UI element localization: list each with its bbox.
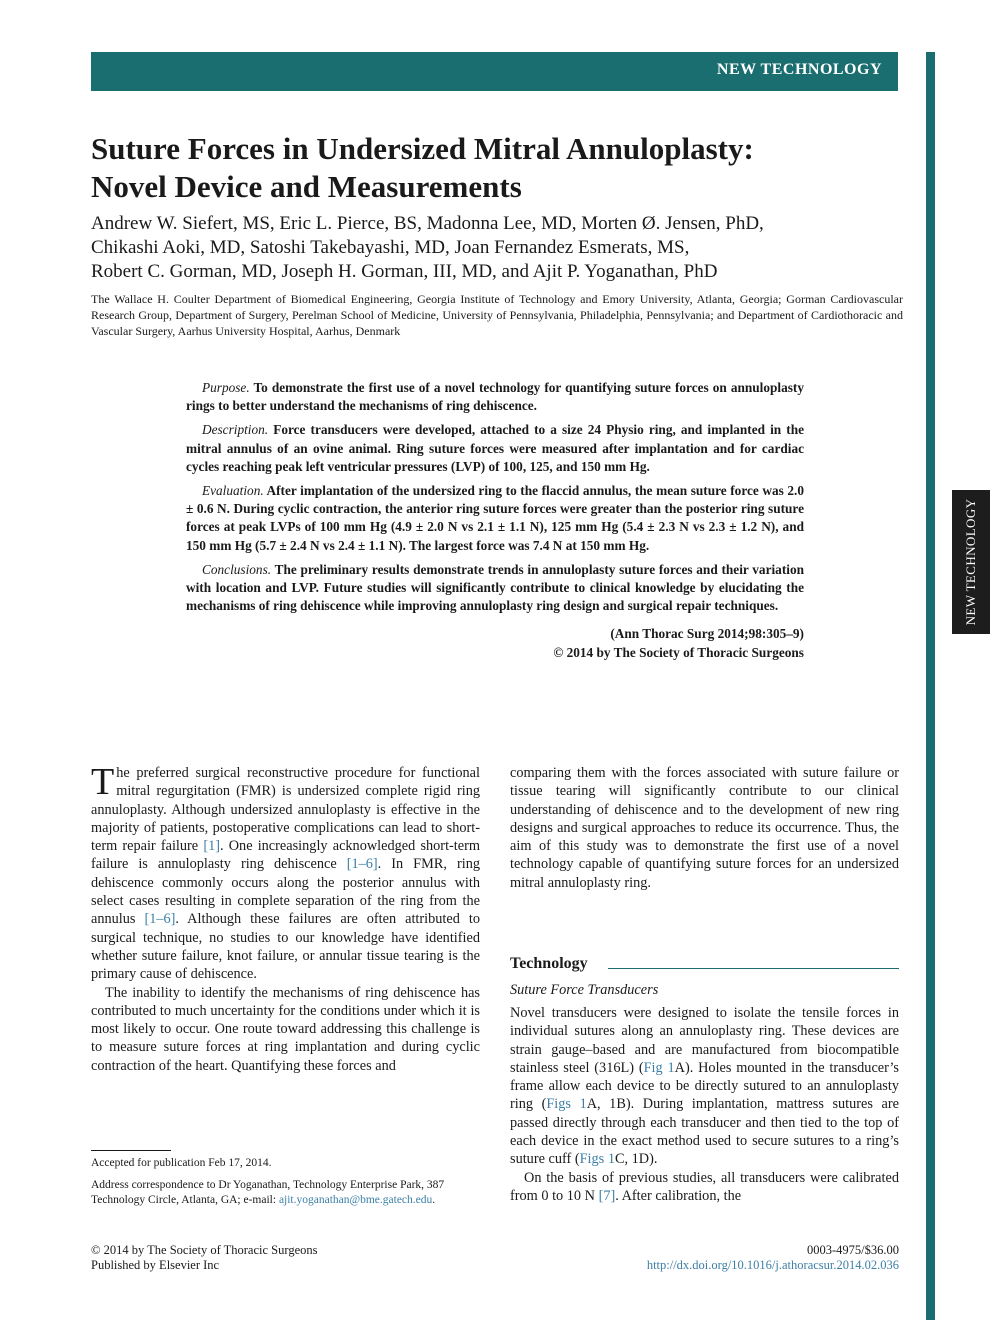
reference-link[interactable]: [1–6] [346, 856, 378, 873]
section-heading-text: Technology [510, 955, 588, 972]
abstract-copyright: © 2014 by The Society of Thoracic Surgeons [553, 644, 804, 660]
section-rule [608, 968, 899, 969]
body-text: . One increasingly acknowledged short-term failure is annuloplasty ring dehiscence [91, 838, 481, 873]
reference-link[interactable]: [7] [598, 1187, 616, 1204]
abstract-purpose [186, 379, 804, 415]
body-text: Novel transducers were designed to isolate the tensile forces in individual sutures along an annuloplasty ring. These devices are strain gauge–based and are manufactured from biocompatible stainless steel (316L) ( [510, 1005, 899, 1076]
body-text: . After calibration, the [615, 1187, 742, 1204]
address-end: . [432, 1194, 436, 1206]
address-text: Address correspondence to Dr Yoganathan, Technology Enterprise Park, 387 Technology Circle, Atlanta, GA; e-mail: [91, 1179, 445, 1206]
body-text: . In FMR, ring dehiscence commonly occurs along the posterior annulus with select cases resulting in complete separation of the ring from the annulus [91, 856, 480, 928]
conclusions-text: The preliminary results demonstrate trends in annuloplasty suture forces and their variation with location and LVP. Future studies will significantly contribute to clinical knowledge by elucidating the mechanisms of ring dehiscence while improving annuloplasty ring design and surgical repair techniques. [186, 561, 804, 614]
body-paragraph: comparing them with the forces associated with suture failure or tissue tearing will significantly contribute to our clinical understanding of dehiscence and to the development of new ring designs and surgical approaches to reduce its occurrence. Thus, the aim of this study was to demonstrate the first use of a novel technology capable of quantifying suture forces for an undersized mitral annuloplasty ring. [510, 765, 899, 891]
body-text: A). Holes mounted in the transducer’s frame allow each device to be directly sutured to an annuloplasty ring ( [510, 1059, 899, 1113]
footnote-accepted: Accepted for publication Feb 17, 2014. [91, 1157, 272, 1169]
reference-link[interactable]: [1] [203, 838, 220, 855]
body-paragraph [510, 1169, 899, 1206]
body-text: A, 1B). During implantation, mattress sutures are passed directly through each transducer and then tied to the top of each device in the exact method used to secure sutures to a ring’s suture cuff ( [510, 1096, 899, 1168]
figure-link[interactable]: Figs 1 [579, 1151, 615, 1168]
abstract [186, 379, 804, 662]
side-tab [952, 490, 990, 634]
abstract-evaluation [186, 482, 804, 555]
doi-link[interactable]: http://dx.doi.org/10.1016/j.athoracsur.2014.02.036 [646, 1258, 899, 1272]
body-paragraph: The inability to identify the mechanisms of ring dehiscence has contributed to much uncertainty for the conditions under which it is most likely to occur. One route toward addressing this challenge is to measure suture forces at ring implantation and during cyclic contraction of the heart. Quantifying these forces and [91, 984, 480, 1074]
figure-link[interactable]: Figs 1 [546, 1096, 587, 1113]
description-label: Description. [202, 422, 269, 438]
citation [186, 625, 804, 661]
author-line: Andrew W. Siefert, MS, Eric L. Pierce, BS, Madonna Lee, MD, Morten Ø. Jensen, PhD, [91, 213, 764, 234]
body-paragraph [91, 761, 481, 984]
body-column-left [91, 761, 481, 1075]
author-list [91, 212, 911, 284]
body-column-right [510, 764, 899, 892]
footer-price: 0003-4975/$36.00 [806, 1243, 899, 1257]
figure-link[interactable]: Fig 1 [643, 1059, 675, 1076]
author-line: Chikashi Aoki, MD, Satoshi Takebayashi, MD, Joan Fernandez Esmerats, MS, [91, 237, 690, 258]
footer-publisher: Published by Elsevier Inc [91, 1258, 220, 1272]
author-line: Robert C. Gorman, MD, Joseph H. Gorman, III, MD, and Ajit P. Yoganathan, PhD [91, 261, 718, 282]
body-text: . Although these failures are often attributed to surgical technique, no studies to our knowledge have identified whether suture failure, knot failure, or annular tissue tearing is the primary cause of dehiscence. [91, 911, 480, 983]
footer-left [91, 1243, 317, 1273]
side-tab-label: NEW TECHNOLOGY [963, 498, 978, 626]
footer-copyright: © 2014 by The Society of Thoracic Surgeons [91, 1243, 318, 1257]
subsection-heading: Suture Force Transducers [510, 982, 659, 998]
body-text: C, 1D). [614, 1151, 658, 1168]
body-paragraph [510, 1004, 899, 1169]
title-line-1: Suture Forces in Undersized Mitral Annuloplasty: [91, 131, 754, 166]
body-column-right-technology [510, 1004, 899, 1205]
journal-citation: (Ann Thorac Surg 2014;98:305–9) [610, 626, 804, 642]
drop-cap: T [91, 761, 115, 803]
right-accent-bar [926, 52, 935, 1320]
reference-link[interactable]: [1–6] [144, 911, 176, 928]
abstract-description [186, 421, 804, 476]
abstract-conclusions [186, 561, 804, 616]
footnote-rule [91, 1150, 171, 1151]
purpose-label: Purpose. [202, 380, 250, 395]
evaluation-text: After implantation of the undersized ring to the flaccid annulus, the mean suture force was 2.0 ± 0.6 N. During cyclic contraction, the anterior ring suture forces were greater than the posterior ring suture forces at peak LVPs of 100 mm Hg (4.9 ± 2.0 N vs 2.1 ± 1.1 N), 125 mm Hg (5.4 ± 2.3 N vs 2.3 ± 1.2 N), and 150 mm Hg (5.7 ± 2.4 N vs 2.4 ± 1.1 N). The largest force was 7.4 N at 150 mm Hg. [186, 483, 804, 553]
evaluation-label: Evaluation. [202, 483, 264, 499]
affiliation: The Wallace H. Coulter Department of Biomedical Engineering, Georgia Institute of Technology and Emory University, Atlanta, Georgia; Gorman Cardiovascular Research Group, Department of Surgery, Perelman School of Medicine, University of Pennsylvania, Philadelphia, Pennsylvania; and Department of Cardiothoracic and Vascular Surgery, Aarhus University Hospital, Aarhus, Denmark [91, 292, 903, 338]
article-title [91, 130, 911, 206]
title-line-2: Novel Device and Measurements [91, 169, 522, 204]
section-label: NEW TECHNOLOGY [716, 61, 882, 78]
purpose-text: To demonstrate the first use of a novel technology for quantifying suture forces on annuloplasty rings to better understand the mechanisms of ring dehiscence. [186, 380, 804, 414]
description-text: Force transducers were developed, attached to a size 24 Physio ring, and implanted in the mitral annulus of an ovine animal. Ring suture forces were measured after implantation and for cardiac cycles reaching peak left ventricular pressures (LVP) of 100, 125, and 150 mm Hg. [186, 422, 804, 474]
section-header-bar [91, 52, 898, 91]
body-text: On the basis of previous studies, all transducers were calibrated from 0 to 10 N [510, 1169, 899, 1204]
conclusions-label: Conclusions. [202, 561, 272, 577]
footer-right [647, 1243, 899, 1273]
section-heading [510, 955, 899, 973]
footnote-address [91, 1178, 480, 1208]
body-text: he preferred surgical reconstructive procedure for functional mitral regurgitation (FMR) is undersized complete rigid ring annuloplasty. Although undersized annuloplasty is effective in the majority of patients, postoperative complications can lead to short-term repair failure [91, 765, 480, 855]
email-link[interactable]: ajit.yoganathan@bme.gatech.edu [278, 1194, 433, 1206]
